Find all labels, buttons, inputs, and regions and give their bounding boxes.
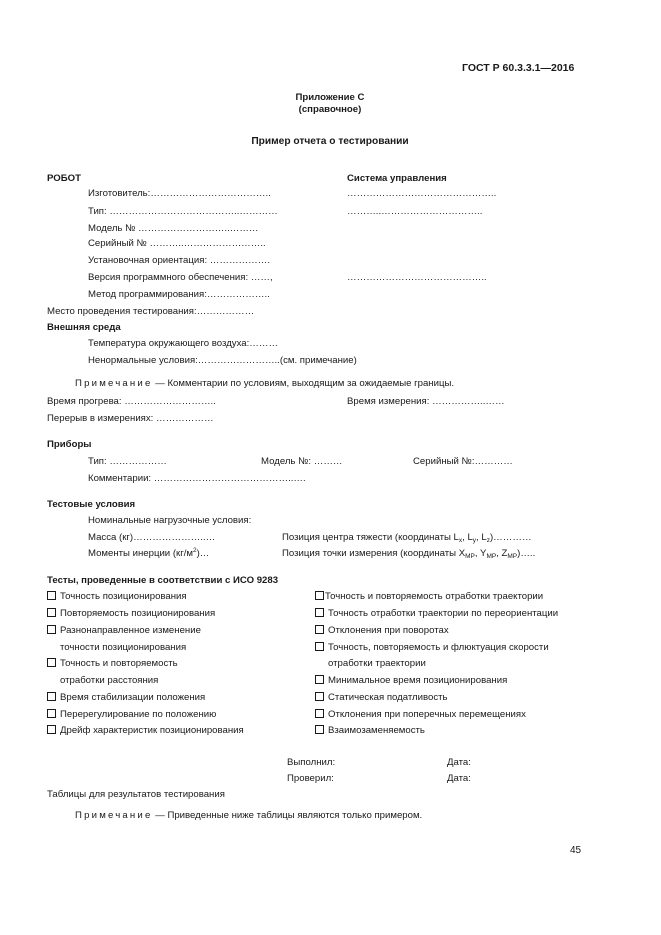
warmup-time-field: Время прогрева: ………………………..	[47, 396, 216, 407]
measurement-breaks-field: Перерыв в измерениях: ………………	[47, 413, 214, 424]
page-heading: Пример отчета о тестировании	[251, 136, 409, 147]
test-right-4[interactable]: Точность, повторяемость и флюктуация скорости	[315, 642, 549, 654]
control-system-label: Система управления	[347, 173, 447, 184]
note-1-word: Примечание	[75, 378, 153, 389]
type-field: Тип: …………………………………..…………	[88, 206, 278, 217]
control-system-line-2: ………..…………………………..	[347, 206, 483, 217]
mass-field: Масса (кг)…………………..…	[88, 532, 216, 543]
test-left-5[interactable]: Время стабилизации положения	[47, 692, 205, 704]
note-2	[75, 810, 422, 822]
test-right-8[interactable]: Взаимозаменяемость	[315, 725, 425, 737]
inertia-field: Моменты инерции $(кг/м^2)\dots$	[88, 547, 210, 559]
instrument-comments-field: Комментарии: ……………………………………..….	[88, 473, 306, 484]
control-system-line-1: ………………………………………..	[347, 188, 497, 199]
checkbox-icon[interactable]	[47, 608, 56, 617]
checkbox-icon[interactable]	[47, 692, 56, 701]
test-right-3[interactable]: Отклонения при поворотах	[315, 625, 449, 637]
tables-caption: Таблицы для результатов тестирования	[47, 789, 225, 800]
orientation-field: Установочная ориентация: ……………….	[88, 255, 271, 266]
standard-number: ГОСТ Р 60.3.3.1—2016	[462, 62, 575, 74]
test-right-5[interactable]: Минимальное время позиционирования	[315, 675, 507, 687]
checkbox-icon[interactable]	[315, 675, 324, 684]
test-left-7[interactable]: Дрейф характеристик позиционирования	[47, 725, 244, 737]
manufacturer-field: Изготовитель:………………………………..	[88, 188, 271, 199]
checkbox-icon[interactable]	[47, 591, 56, 600]
environment-label: Внешняя среда	[47, 322, 121, 333]
instrument-model-field: Модель №: ………	[261, 456, 343, 467]
instrument-type-field: Тип: ………………	[88, 456, 167, 467]
note-2-word: Примечание	[75, 810, 153, 821]
test-right-2[interactable]: Точность отработки траектории по переориентации	[315, 608, 558, 620]
page-number: 45	[570, 845, 582, 856]
checkbox-icon[interactable]	[315, 725, 324, 734]
tests-label: Тесты, проведенные в соответствии с ИСО 9283	[47, 575, 279, 586]
note-2-text: — Приведенные ниже таблицы являются только примером.	[152, 810, 423, 821]
measurement-time-field: Время измерения: ……………..……	[347, 396, 505, 407]
control-system-line-3: ……………………………………..	[347, 272, 487, 283]
checkbox-icon[interactable]	[47, 625, 56, 634]
test-left-2[interactable]: Повторяемость позиционирования	[47, 608, 215, 620]
test-conditions-label: Тестовые условия	[47, 499, 136, 510]
test-left-6[interactable]: Перерегулирование по положению	[47, 709, 216, 721]
date-label-2: Дата:	[447, 773, 471, 784]
measurement-point-field: Позиция точки измерения (координаты $X_{MP}$, $Y_{MP}$, $Z_{MP})\dots$..	[282, 548, 536, 560]
programming-method-field: Метод программирования:………………..	[88, 289, 270, 300]
test-right-4-cont: отработки траектории	[328, 658, 426, 669]
checkbox-icon[interactable]	[315, 608, 324, 617]
instruments-label: Приборы	[47, 439, 92, 450]
note-1-text: — Комментарии по условиям, выходящим за ожидаемые границы.	[152, 378, 455, 389]
test-location-field: Место проведения тестирования:………………	[47, 306, 255, 317]
nominal-load-label: Номинальные нагрузочные условия:	[88, 515, 252, 526]
test-left-1[interactable]: Точность позиционирования	[47, 591, 187, 603]
appendix-title: Приложение С	[295, 92, 365, 103]
robot-label: РОБОТ	[47, 173, 81, 184]
test-right-6[interactable]: Статическая податливость	[315, 692, 448, 704]
test-right-1[interactable]: Точность и повторяемость отработки траектории	[315, 591, 543, 603]
performed-by-label: Выполнил:	[287, 757, 336, 768]
serial-field: Серийный № ………..……………………..	[88, 238, 266, 249]
checkbox-icon[interactable]	[315, 625, 324, 634]
test-left-3-cont: точности позиционирования	[60, 642, 187, 653]
checkbox-icon[interactable]	[315, 642, 324, 651]
model-field: Модель № ………………………..………	[88, 223, 259, 234]
test-right-7[interactable]: Отклонения при поперечных перемещениях	[315, 709, 526, 721]
checkbox-icon[interactable]	[315, 709, 324, 718]
temperature-field: Температура окружающего воздуха:………	[88, 338, 279, 349]
checkbox-icon[interactable]	[315, 692, 324, 701]
test-left-3[interactable]: Разнонаправленное изменение	[47, 625, 201, 637]
checkbox-icon[interactable]	[47, 725, 56, 734]
checkbox-icon[interactable]	[315, 591, 324, 600]
test-left-4-cont: отработки расстояния	[60, 675, 159, 686]
software-version-field: Версия программного обеспечения: ……,	[88, 272, 273, 283]
date-label-1: Дата:	[447, 757, 471, 768]
instrument-serial-field: Серийный №:…………	[413, 456, 513, 467]
abnormal-conditions-field: Ненормальные условия:……………………..(см. примечание)	[88, 355, 357, 366]
checked-by-label: Проверил:	[287, 773, 334, 784]
center-of-gravity-field: Позиция центра тяжести (координаты $L_x$, $L_y$, $L_z)\dots\dots\dots\dots$	[282, 532, 532, 544]
note-1	[75, 378, 454, 390]
appendix-subtitle: (справочное)	[298, 104, 362, 115]
checkbox-icon[interactable]	[47, 709, 56, 718]
checkbox-icon[interactable]	[47, 658, 56, 667]
test-left-4[interactable]: Точность и повторяемость	[47, 658, 178, 670]
